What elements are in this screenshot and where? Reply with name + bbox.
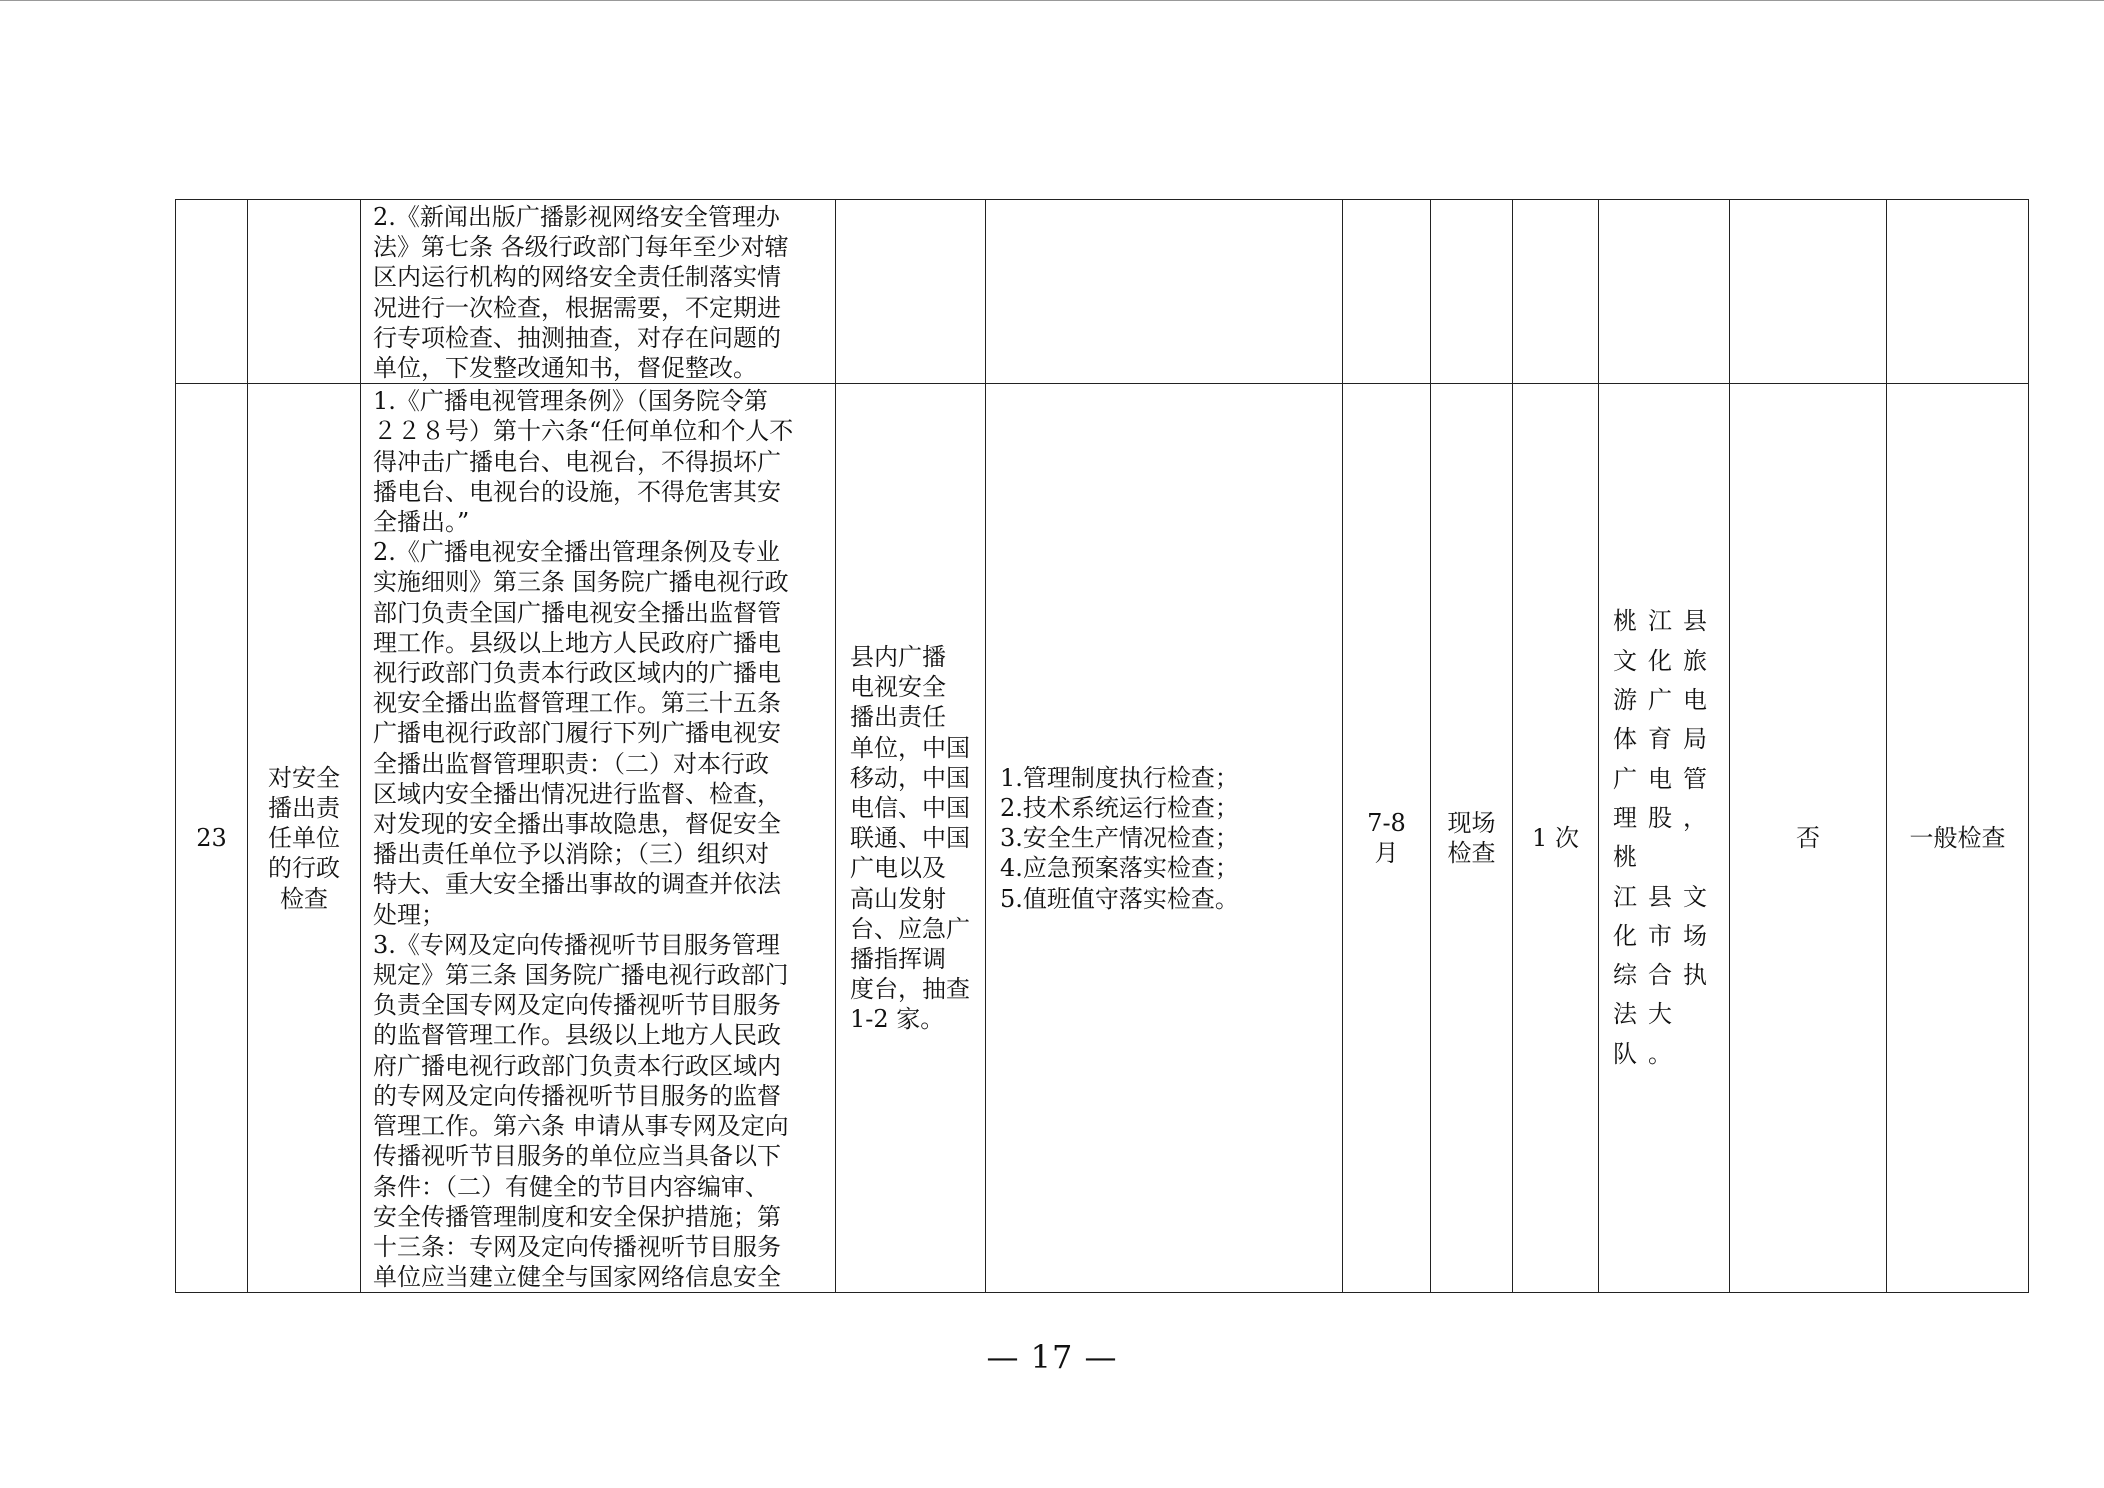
page-top-border [0,0,2104,1]
cell-time [1343,200,1431,384]
cell-content [986,200,1343,384]
cell-number: 23 [176,384,248,1293]
table-row-23 [176,384,2029,1293]
table-row-continued [176,200,2029,384]
cell-law-text: 1.《广播电视管理条例》（国务院令第 ２２８号）第十六条“任何单位和个人不 得冲击广播电台、电视台，不得损坏广 播电台、电视台的设施，不得危害其安 全播出。” 2.《广播电视安全播出管理条例及专业 实施细则》第三条 国务院广播电视行政 部门负责全国广播电视安全播出监督管 理工作。县级以上地方人民政府广播电 视行政部门负责本行政区域内的广播电 视安全播出监督管理工作。第三十五条 广播电视行政部门履行下列广播电视安 全播出监督管理职责：（二）对本行政 区域内安全播出情况进行监督、检查， 对发现的安全播出事故隐患，督促安全 播出责任单位予以消除；（三）组织对 特大、重大安全播出事故的调查并依法 处理； 3.《专网及定向传播视听节目服务管理 规定》第三条 国务院广播电视行政部门 负责全国专网及定向传播视听节目服务 的监督管理工作。县级以上地方人民政 府广播电视行政部门负责本行政区域内 的专网及定向传播视听节目服务的监督 管理工作。第六条 申请从事专网及定向 传播视听节目服务的单位应当具备以下 条件：（二）有健全的节目内容编审、 安全传播管理制度和安全保护措施；第 十三条：专网及定向传播视听节目服务 单位应当建立健全与国家网络信息安全 [361,384,836,1293]
cell-frequency: 1 次 [1513,384,1599,1293]
cell-item-name: 对安全 播出责 任单位 的行政 检查 [248,384,361,1293]
cell-joint [1730,200,1887,384]
cell-method: 现场 检查 [1431,384,1513,1293]
cell-frequency [1513,200,1599,384]
cell-subject [836,200,986,384]
cell-method [1431,200,1513,384]
inspection-table [175,199,2029,1293]
cell-type: 一般检查 [1887,384,2029,1293]
cell-number [176,200,248,384]
cell-subject: 县内广播 电视安全 播出责任 单位，中国 移动，中国 电信、中国 联通、中国 广电以及 高山发射 台、应急广 播指挥调 度台，抽查 1-2 家。 [836,384,986,1293]
cell-item-name [248,200,361,384]
page-number: — 17 — [986,1338,1118,1376]
cell-department [1599,200,1730,384]
cell-time: 7-8 月 [1343,384,1431,1293]
cell-content: 1.管理制度执行检查； 2.技术系统运行检查； 3.安全生产情况检查； 4.应急预案落实检查； 5.值班值守落实检查。 [986,384,1343,1293]
cell-joint: 否 [1730,384,1887,1293]
cell-law-text: 2.《新闻出版广播影视网络安全管理办 法》第七条 各级行政部门每年至少对辖 区内运行机构的网络安全责任制落实情 况进行一次检查，根据需要，不定期进 行专项检查、抽测抽查，对存在问题的 单位，下发整改通知书，督促整改。 [361,200,836,384]
cell-department: 桃江县 文化旅 游广电 体育局 广电管 理股，桃 江县文 化市场 综合执 法大队。 [1599,384,1730,1293]
cell-type [1887,200,2029,384]
